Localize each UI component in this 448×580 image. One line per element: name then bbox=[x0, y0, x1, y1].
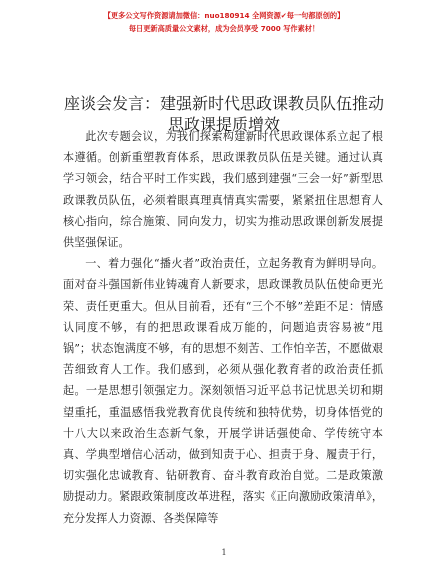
promo-banner-line-2: 每日更新高质量公文素材，成为会员享受 7000 写作素材！ bbox=[128, 24, 320, 33]
document-title-line-1: 座谈会发言：建强新时代思政课教员队伍推动 bbox=[63, 93, 384, 113]
promo-banner bbox=[0, 9, 448, 35]
body-paragraph: 此次专题会议，为我们探索构建新时代思政课体系立起了根本遵循。创新重塑教育体系，思政课教员队伍是关键。通过认真学习领会，结合平时工作实践，我们感到建强“三会一好”新型思政课教员队伍，必须着眼真理真情真实需要，紧紧扭住思想育人核心指向，综合施策、同向发力，切实为推动思政课创新发展提供坚强保证。 bbox=[63, 130, 383, 250]
body-paragraph: 一、着力强化“播火者”政治责任，立起务教育为鲜明导向。面对奋斗强国新伟业铸魂育人新要求，思政课教员队伍使命更光荣、责任更重大。但从目前看，还有“三个不够”差距不足：情感认同度不够，有的把思政课看成万能的，问题追责容易被“甩锅”；状态饱满度不够，有的思想不刻苦、工作怕辛苦，不愿做艰苦细致育人工作。我们感到，必须从强化教育者的政治责任抓起。一是思想引领强定力。深刻领悟习近平总书记忧思关切和期望重托，重温感悟我党教育优良传统和独特优势，切身体悟党的十八大以来政治生态新气象，开展学讲话强使命、学传统守本真、学典型增信心活动，做到知责于心、担责于身、履责于行，切实强化忠诚教育、钻研教育、奋斗教育政治自觉。二是政策激励提动力。紧跟政策制度改革进程，落实《正向激励政策清单》，充分发挥人力资源、各类保障等 bbox=[63, 257, 383, 525]
document-title-line-2: 思政课提质增效 bbox=[167, 114, 280, 134]
page-number: 1 bbox=[221, 548, 227, 557]
document-body bbox=[63, 126, 383, 529]
promo-banner-line-1: 【更多公文写作资源请加微信：nuo180914 全网资源✔每一句都原创的】 bbox=[103, 11, 345, 20]
